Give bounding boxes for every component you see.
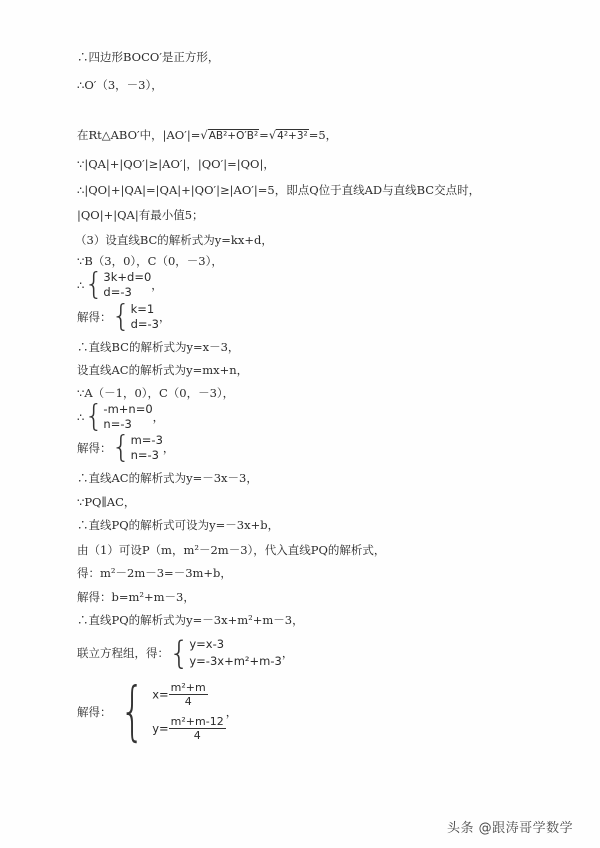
equation: y=x-3 — [189, 637, 225, 651]
sqrt-line — [77, 128, 337, 142]
equation-x — [152, 681, 225, 709]
equation-system — [77, 299, 171, 334]
text-line: ∴O′（3，－3）， — [77, 78, 163, 92]
system-prefix: 解得： — [77, 705, 112, 719]
equation-system — [77, 675, 238, 749]
lhs: x= — [152, 687, 169, 702]
text-line: |QO|+|QA|有最小值5； — [77, 208, 204, 222]
lhs: y= — [152, 721, 169, 736]
brace-icon: { — [111, 430, 131, 465]
text-line: ∵A（－1，0），C（0，－3）， — [77, 386, 235, 400]
text-line: ∵B（3，0），C（0，－3）， — [77, 254, 223, 268]
brace-icon: { — [169, 634, 190, 672]
text-line: ∴直线PQ的解析式可设为y=－3x+b， — [77, 518, 280, 532]
text-line: 由（1）可设P（m，m²－2m－3），代入直线PQ的解析式， — [77, 543, 386, 557]
system-suffix: ， — [159, 310, 171, 324]
text-line: （3）设直线BC的解析式为y=kx+d， — [75, 233, 273, 247]
brace-icon: { — [84, 399, 104, 434]
text-line: ∴四边形BOCO′是正方形， — [77, 50, 220, 64]
denominator: 4 — [184, 695, 192, 708]
text-line: ∴直线BC的解析式为y=x－3， — [77, 340, 240, 354]
equation: m=-3 — [130, 433, 163, 447]
text-line: 设直线AC的解析式为y=mx+n， — [77, 363, 249, 377]
equation: d=-3 — [103, 285, 132, 299]
system-suffix: ， — [281, 646, 294, 660]
system-prefix: 解得： — [77, 441, 112, 455]
system-body — [103, 402, 152, 432]
system-prefix: ∴ — [77, 410, 85, 424]
text-prefix: 在Rt△ABO′中，|AO′|= — [77, 128, 201, 142]
sqrt-symbol: √ — [200, 128, 208, 142]
text-line: ∵|QA|+|QO′|≥|AO′|，|QO′|=|QO|， — [77, 157, 275, 171]
text-line: ∵PQ∥AC， — [77, 495, 136, 509]
equation: n=-3 — [130, 448, 159, 462]
text-line: 得：m²－2m－3=－3m+b， — [77, 566, 232, 580]
text-line: ∴直线AC的解析式为y=－3x－3， — [77, 471, 258, 485]
equation: k=1 — [130, 302, 155, 316]
system-suffix: ， — [151, 278, 163, 292]
fraction — [169, 715, 226, 743]
text-line: ∴直线PQ的解析式为y=－3x+m²+m－3， — [77, 613, 304, 627]
sqrt-radicand: AB²+O′B² — [208, 130, 259, 142]
equation: d=-3 — [130, 317, 159, 331]
text-line: ∴|QO|+|QA|=|QA|+|QO′|≥|AO′|=5，即点Q位于直线AD与直线BC交点时， — [77, 183, 481, 197]
denominator: 4 — [193, 729, 201, 742]
equation: 3k+d=0 — [103, 270, 152, 284]
equation: y=-3x+m²+m-3 — [189, 654, 282, 668]
brace-icon: { — [111, 299, 131, 334]
system-body — [103, 270, 151, 300]
system-suffix: ， — [152, 410, 165, 424]
sqrt-symbol: √ — [268, 128, 277, 142]
equation-system — [77, 267, 163, 302]
system-suffix: ， — [162, 441, 175, 455]
system-body — [131, 302, 159, 332]
system-prefix: ∴ — [77, 278, 85, 292]
brace-icon: { — [84, 267, 104, 302]
fraction — [169, 681, 208, 709]
equation-system — [77, 399, 165, 434]
equation: n=-3 — [103, 417, 132, 431]
text-suffix: =5， — [308, 128, 338, 142]
equals: = — [259, 128, 269, 142]
system-body — [189, 636, 281, 670]
text-line: 解得：b=m²+m－3， — [77, 590, 195, 604]
equation: -m+n=0 — [103, 402, 153, 416]
system-suffix: ， — [225, 705, 238, 719]
equation-system — [77, 636, 293, 670]
sqrt-radicand: 4²+3² — [277, 130, 308, 142]
system-body — [131, 433, 163, 463]
numerator: m²+m-12 — [170, 715, 224, 728]
numerator: m²+m — [170, 681, 206, 694]
equation-system — [77, 430, 175, 465]
watermark: 头条 @跟涛哥学数学 — [447, 821, 574, 836]
system-prefix: 联立方程组，得： — [77, 646, 169, 660]
system-prefix: 解得： — [77, 310, 112, 324]
equation-y — [152, 715, 225, 743]
brace-icon: { — [119, 675, 145, 749]
system-body — [152, 681, 225, 743]
